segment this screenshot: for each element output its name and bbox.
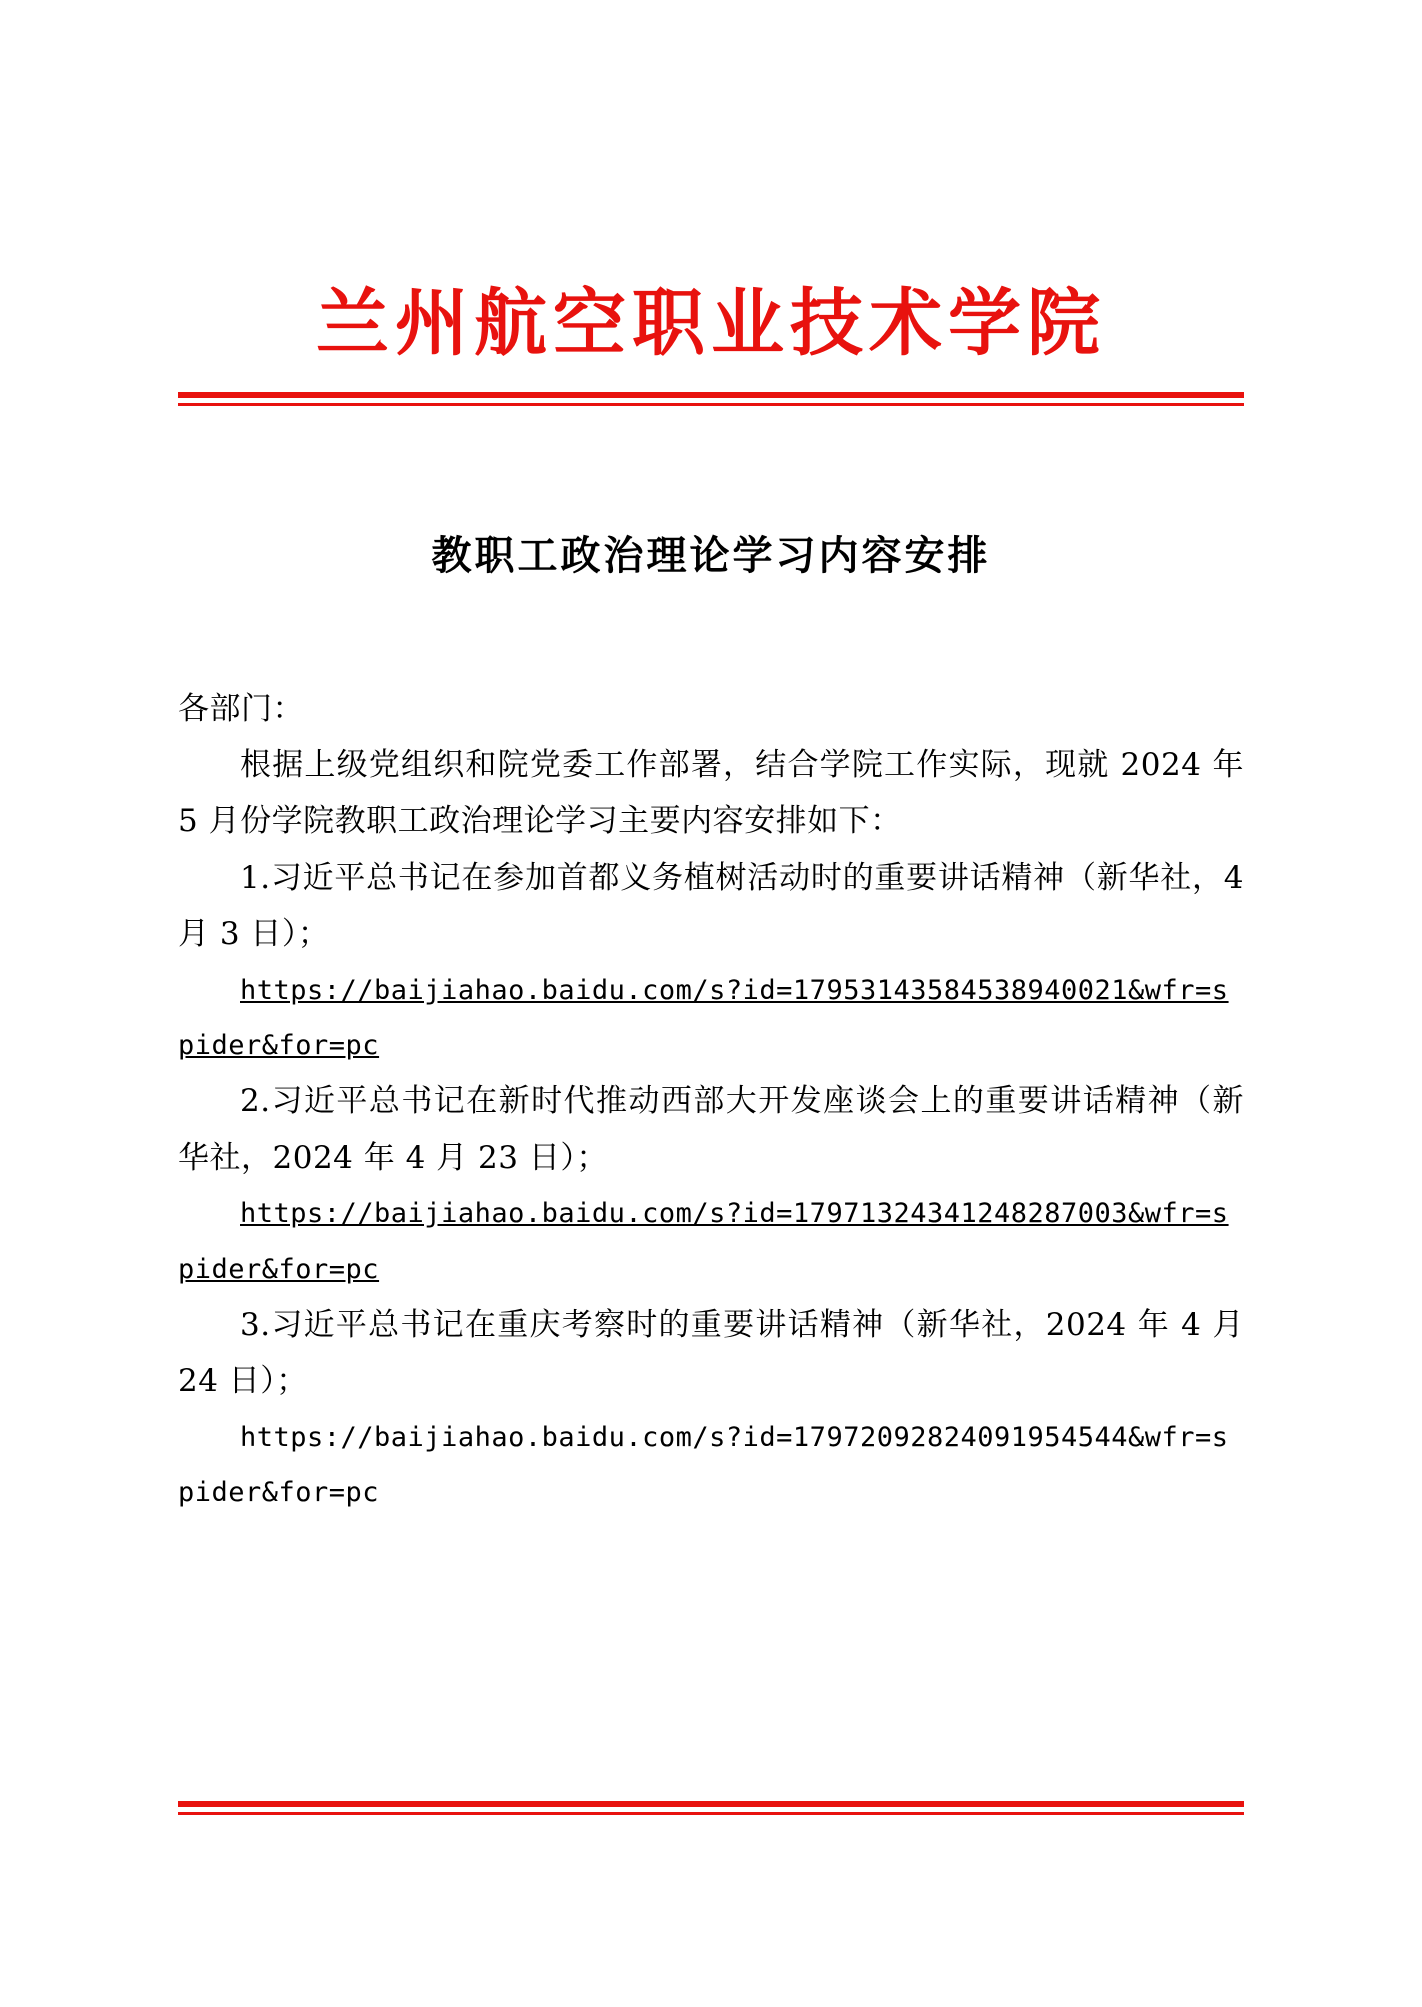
masthead	[178, 0, 1244, 406]
link-item-1-text: https://baijiahao.baidu.com/s?id=17953143584538940021&wfr=spider&for=pc	[178, 974, 1229, 1062]
list-item-2: 2.习近平总书记在新时代推动西部大开发座谈会上的重要讲话精神（新华社，2024 年 4 月 23 日）；	[178, 1083, 1244, 1176]
list-item-3: 3.习近平总书记在重庆考察时的重要讲话精神（新华社，2024 年 4 月 24 日）；	[178, 1306, 1244, 1400]
link-item-2[interactable]	[178, 1186, 1244, 1297]
list-item-1: 1.习近平总书记在参加首都义务植树活动时的重要讲话精神（新华社，4 月 3 日）；	[178, 859, 1244, 953]
masthead-rules	[178, 392, 1244, 406]
footer-rule-thin	[178, 1812, 1244, 1815]
page-title: 教职工政治理论学习内容安排	[431, 531, 991, 579]
organization-name: 兰州航空职业技术学院	[316, 280, 1106, 366]
link-item-1[interactable]	[178, 963, 1244, 1074]
masthead-rule-thin	[178, 403, 1244, 406]
link-item-2-text: https://baijiahao.baidu.com/s?id=17971324341248287003&wfr=spider&for=pc	[178, 1198, 1229, 1285]
intro-paragraph: 根据上级党组织和院党委工作部署，结合学院工作实际，现就 2024 年 5 月份学院教职工政治理论学习主要内容安排如下：	[178, 747, 1244, 840]
footer-rules	[178, 1801, 1244, 1815]
masthead-rule-thick	[178, 392, 1244, 398]
link-item-3[interactable]: https://baijiahao.baidu.com/s?id=17972092824091954544&wfr=spider&for=pc	[178, 1421, 1229, 1509]
document-body	[178, 681, 1244, 1521]
salutation: 各部门：	[178, 690, 304, 727]
footer-rule-thick	[178, 1801, 1244, 1807]
